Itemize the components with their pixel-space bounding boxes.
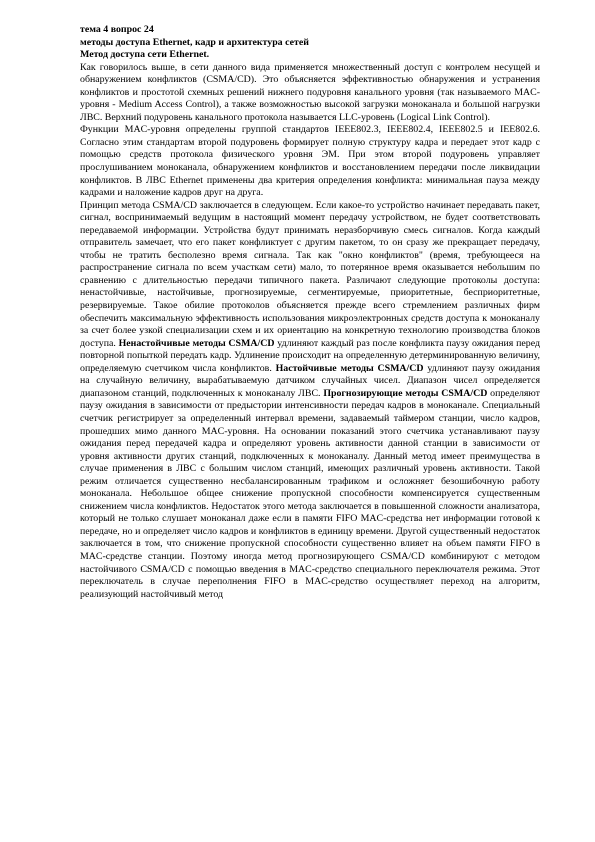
term-nonpersistent: Ненастойчивые методы CSMA/CD <box>118 337 275 349</box>
term-predictive: Прогнозирующие методы CSMA/CD <box>323 387 488 399</box>
subsection-heading: Метод доступа сети Ethernet. <box>80 49 210 61</box>
principle-text: Принцип метода CSMA/CD заключается в следующем. Если какое-то устройство начинает передавать пакет, сигнал, воспринимаемый ведущим в настоящий момент передачу устройством, не будет соответствовать передаваемой информации. Устройства будут принимать неразборчивую смесь сигналов. Когда каждый отправитель замечает, что его пакет конфликтует с другим пакетом, то он сразу же прекращает передачу, чтобы не тратить бесполезно время сигнала. Так как "окно конфликтов" (время, требующееся на распространение сигнала по всем участкам сети) мало, то потерянное время оказывается небольшим по сравнению с длительностью передачи типичного пакета. Различают следующие протоколы доступа: ненастойчивые, настойчивые, прогнозируемые, сегментируемые, приоритетные, бесприоритетные, резервируемые. Такое обилие протоколов объясняется прежде всего стремлением различных фирм обеспечить максимальную эффективность использования микроэлектронных средств доступа к моноканалу за счет более узкой специализации схем и их ориентацию на конкретную технологию производства блоков доступа. <box>80 199 540 349</box>
document-page <box>80 24 540 601</box>
persistent-text: удлиняют паузу ожидания на случайную величину, вырабатываемую датчиком случайных чисел. Диапазон чисел определяется диапазоном станций, подключенных к моноканалу ЛВС. <box>80 362 540 399</box>
predictive-text: определяют паузу ожидания в зависимости от предыстории интенсивности передач кадров в моноканале. Специальный счетчик регистрирует за определенный интервал времени, задаваемый таймером станции, число кадров, прошедших мимо данного MAC-уровня. На основании показаний этого счетчика устанавливают паузу ожидания перед передачей кадра и определяют уровень активности данной станции в зависимости от уровня активности других станций, подключенных к моноканалу. Данный метод имеет преимущества в случае применения в ЛВС с большим числом станций, имеющих различный уровень активности. Такой режим отличается существенно несбалансированным трафиком и осложняет безошибочную работу моноканала. Небольшое общее снижение пропускной способности компенсируется существенным снижением числа конфликтов. Недостаток этого метода заключается в повышенной сложности анализатора, который не только слушает моноканал даже если в памяти FIFO MAC-средства нет информации готовой к передаче, но и определяет число кадров и конфликтов в единицу времени. Другой существенный недостаток заключается в том, что снижение пропускной способности существенно влияет на объем памяти FIFO в MAC-средстве станции. Поэтому иногда метод прогнозирующего CSMA/CD комбинируют с методом настойчивого CSMA/CD с помощью введения в MAC-средство специального переключателя режима. Этот переключатель в случае переполнения FIFO в MAC-средство осуществляет переход на алгоритм, реализующий настойчивый метод <box>80 387 540 600</box>
paragraph-intro: Как говорилось выше, в сети данного вида применяется множественный доступ с контролем несущей и обнаружением конфликтов (CSMA/CD). Это объясняется эффективностью обнаружения и устранения конфликтов и простотой схемных решений нижнего подуровня канального уровня (так называемого MAC-уровня - Medium Access Control), а также возможностью высокой загрузки моноканала и большой нагрузки ЛВС. Верхний подуровень канального протокола называется LLC-уровень (Logical Link Control). <box>80 61 540 123</box>
section-heading: методы доступа Ethernet, кадр и архитектура сетей <box>80 36 309 48</box>
paragraph-mac-functions: Функции MAC-уровня определены группой стандартов IEEE802.3, IEEE802.4, IEEE802.5 и IEE802.6. Согласно этим стандартам второй подуровень формирует полную структуру кадра и передает этот кадр с помощью средств протокола физического уровня ЭМ. При этом второй подуровень управляет прослушиванием моноканала, обнаружением конфликтов и восстановлением передачи после ликвидации конфликтов. В ЛВС Ethernet применены два критерия определения конфликта: минимальная пауза между кадрами и наложение кадров друг на друга. <box>80 124 540 199</box>
term-persistent: Настойчивые методы CSMA/CD <box>275 362 424 374</box>
topic-heading: тема 4 вопрос 24 <box>80 24 154 35</box>
paragraph-csma-principle <box>80 200 540 602</box>
nonpersistent-text: удлиняют каждый раз после конфликта паузу ожидания перед повторной попыткой передать кадр. Удлинение происходит на определенную детерминированную величину, определяемую счетчиком числа конфликтов. <box>80 337 540 374</box>
